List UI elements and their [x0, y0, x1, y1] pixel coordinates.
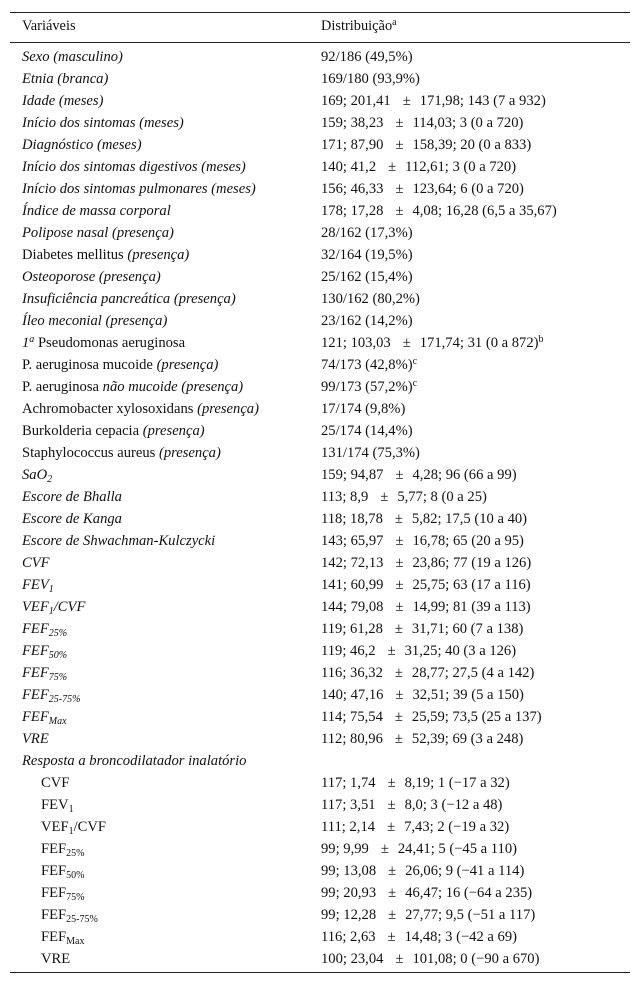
row-value: 119; 61,28 ± 31,71; 60 (7 a 138)	[321, 621, 524, 637]
row-label: $FEF_{25\%}$	[41, 841, 85, 859]
row-label: Diabetes mellitus (presença)	[22, 247, 190, 263]
row-label: P. aeruginosa não mucoide (presença)	[22, 379, 244, 395]
table-row	[10, 419, 630, 441]
row-value: 113; 8,9 ± 5,77; 8 (0 a 25)	[321, 489, 487, 505]
row-value: 25/162 (15,4%)	[321, 269, 413, 285]
table-row	[10, 177, 630, 199]
table-row	[10, 881, 630, 903]
row-label: VRE	[41, 951, 71, 967]
table-row	[10, 111, 630, 133]
table-row	[10, 705, 630, 727]
table-row	[10, 595, 630, 617]
row-value: 121; 103,03 ± 171,74; 31 (0 a 872)$^b$	[321, 334, 544, 351]
row-value: 116; 2,63 ± 14,48; 3 (−42 a 69)	[321, 929, 518, 945]
table-row	[10, 133, 630, 155]
row-label: Osteoporose (presença)	[22, 269, 161, 285]
table-row	[10, 67, 630, 89]
row-value: 140; 41,2 ± 112,61; 3 (0 a 720)	[321, 159, 517, 175]
row-label: Achromobacter xylosoxidans (presença)	[22, 401, 259, 417]
table-row	[10, 661, 630, 683]
table-row	[10, 837, 630, 859]
row-value: 17/174 (9,8%)	[321, 401, 406, 417]
row-value: 114; 75,54 ± 25,59; 73,5 (25 a 137)	[321, 709, 542, 725]
row-label: Escore de Shwachman-Kulczycki	[22, 533, 216, 549]
row-label: CVF	[41, 775, 70, 791]
row-value: 25/174 (14,4%)	[321, 423, 413, 439]
table-row	[10, 925, 630, 947]
table-row	[10, 947, 630, 969]
row-label: $FEF_{50\%}$	[41, 863, 85, 881]
row-label: $FEF_{Max}$	[22, 709, 67, 727]
row-value: 169; 201,41 ± 171,98; 143 (7 a 932)	[321, 93, 546, 109]
row-value: 28/162 (17,3%)	[321, 225, 413, 241]
table-row	[10, 397, 630, 419]
table-row	[10, 793, 630, 815]
row-value: 117; 3,51 ± 8,0; 3 (−12 a 48)	[321, 797, 503, 813]
table-row	[10, 265, 630, 287]
row-label: $FEV_1$	[22, 577, 54, 595]
row-value: 143; 65,97 ± 16,78; 65 (20 a 95)	[321, 533, 524, 549]
header-rule	[10, 42, 630, 43]
table-row	[10, 749, 630, 771]
row-label: Burkolderia cepacia (presença)	[22, 423, 205, 439]
row-label: Staphylococcus aureus (presença)	[22, 445, 221, 461]
row-label: $FEF_{25-75\%}$	[41, 907, 98, 925]
row-value: 159; 94,87 ± 4,28; 96 (66 a 99)	[321, 467, 517, 483]
table-row	[10, 859, 630, 881]
table-header	[10, 14, 630, 36]
row-label: 1$^a$ Pseudomonas aeruginosa	[22, 334, 186, 351]
header-distribuicao: Distribuição$^a$	[321, 17, 397, 34]
row-value: 171; 87,90 ± 158,39; 20 (0 a 833)	[321, 137, 532, 153]
row-value: 118; 18,78 ± 5,82; 17,5 (10 a 40)	[321, 511, 528, 527]
row-label: CVF	[22, 555, 50, 571]
table-row	[10, 683, 630, 705]
table-row	[10, 485, 630, 507]
row-value: 111; 2,14 ± 7,43; 2 (−19 a 32)	[321, 819, 510, 835]
table-row	[10, 89, 630, 111]
table-row	[10, 815, 630, 837]
table-row	[10, 529, 630, 551]
row-label: $FEV_1$	[41, 797, 74, 815]
row-label: $FEF_{75\%}$	[41, 885, 85, 903]
row-label: Sexo (masculino)	[22, 49, 123, 65]
row-label: Início dos sintomas (meses)	[22, 115, 184, 131]
row-value: 141; 60,99 ± 25,75; 63 (17 a 116)	[321, 577, 531, 593]
bottom-rule	[10, 972, 630, 973]
table-row	[10, 331, 630, 353]
row-label: Diagnóstico (meses)	[22, 137, 142, 153]
row-value: 100; 23,04 ± 101,08; 0 (−90 a 670)	[321, 951, 540, 967]
header-variaveis: Variáveis	[22, 18, 76, 34]
table-row	[10, 375, 630, 397]
row-value: 140; 47,16 ± 32,51; 39 (5 a 150)	[321, 687, 524, 703]
table-row	[10, 727, 630, 749]
table-row	[10, 463, 630, 485]
table-row	[10, 45, 630, 67]
row-label: Íleo meconial (presença)	[22, 313, 168, 329]
table-row	[10, 573, 630, 595]
row-label: $FEF_{Max}$	[41, 929, 85, 947]
row-value: 117; 1,74 ± 8,19; 1 (−17 a 32)	[321, 775, 510, 791]
table-row	[10, 639, 630, 661]
table-row	[10, 309, 630, 331]
row-label: $FEF_{25\%}$	[22, 621, 68, 639]
row-value: 156; 46,33 ± 123,64; 6 (0 a 720)	[321, 181, 524, 197]
table-row	[10, 221, 630, 243]
table-row	[10, 353, 630, 375]
row-value: 159; 38,23 ± 114,03; 3 (0 a 720)	[321, 115, 524, 131]
table-row	[10, 243, 630, 265]
row-label: SaO$_2$	[22, 467, 53, 485]
row-label: $FEF_{25-75\%}$	[22, 687, 81, 705]
row-value: 99; 9,99 ± 24,41; 5 (−45 a 110)	[321, 841, 518, 857]
row-label: Escore de Bhalla	[22, 489, 122, 505]
row-label: Etnia (branca)	[22, 71, 109, 87]
row-value: 169/180 (93,9%)	[321, 71, 420, 87]
row-label: Resposta a broncodilatador inalatório	[22, 753, 247, 769]
row-label: Índice de massa corporal	[22, 203, 171, 219]
row-value: 99/173 $(57,2\%)^c$	[321, 378, 418, 395]
row-value: 178; 17,28 ± 4,08; 16,28 (6,5 a 35,67)	[321, 203, 557, 219]
table-row	[10, 903, 630, 925]
row-value: 112; 80,96 ± 52,39; 69 (3 a 248)	[321, 731, 524, 747]
row-label: Início dos sintomas digestivos (meses)	[22, 159, 246, 175]
row-label: VRE	[22, 731, 49, 747]
row-label: Insuficiência pancreática (presença)	[22, 291, 236, 307]
row-value: 92/186 (49,5%)	[321, 49, 413, 65]
row-value: 74/173 $(42,8\%)^c$	[321, 356, 418, 373]
row-label: Início dos sintomas pulmonares (meses)	[22, 181, 256, 197]
table-row	[10, 441, 630, 463]
table-row	[10, 507, 630, 529]
table-row	[10, 155, 630, 177]
row-value: 32/164 (19,5%)	[321, 247, 413, 263]
table-row	[10, 617, 630, 639]
row-value: 99; 20,93 ± 46,47; 16 (−64 a 235)	[321, 885, 533, 901]
row-label: $FEF_{50\%}$	[22, 643, 68, 661]
row-value: 131/174 (75,3%)	[321, 445, 420, 461]
row-label: $FEF_{75\%}$	[22, 665, 68, 683]
row-label: $VEF_1$/CVF	[41, 819, 107, 837]
row-value: 119; 46,2 ± 31,25; 40 (3 a 126)	[321, 643, 517, 659]
table-row	[10, 771, 630, 793]
row-label: $VEF_1$/CVF	[22, 599, 86, 617]
row-value: 23/162 (14,2%)	[321, 313, 413, 329]
top-rule	[10, 12, 630, 13]
table-row	[10, 551, 630, 573]
table-row	[10, 199, 630, 221]
row-value: 142; 72,13 ± 23,86; 77 (19 a 126)	[321, 555, 532, 571]
row-label: P. aeruginosa mucoide (presença)	[22, 357, 219, 373]
row-label: Polipose nasal (presença)	[22, 225, 174, 241]
row-label: Escore de Kanga	[22, 511, 122, 527]
row-value: 116; 36,32 ± 28,77; 27,5 (4 a 142)	[321, 665, 535, 681]
row-value: 99; 13,08 ± 26,06; 9 (−41 a 114)	[321, 863, 525, 879]
row-value: 99; 12,28 ± 27,77; 9,5 (−51 a 117)	[321, 907, 536, 923]
row-value: 130/162 (80,2%)	[321, 291, 420, 307]
row-value: 144; 79,08 ± 14,99; 81 (39 a 113)	[321, 599, 531, 615]
table-row	[10, 287, 630, 309]
row-label: Idade (meses)	[22, 93, 104, 109]
